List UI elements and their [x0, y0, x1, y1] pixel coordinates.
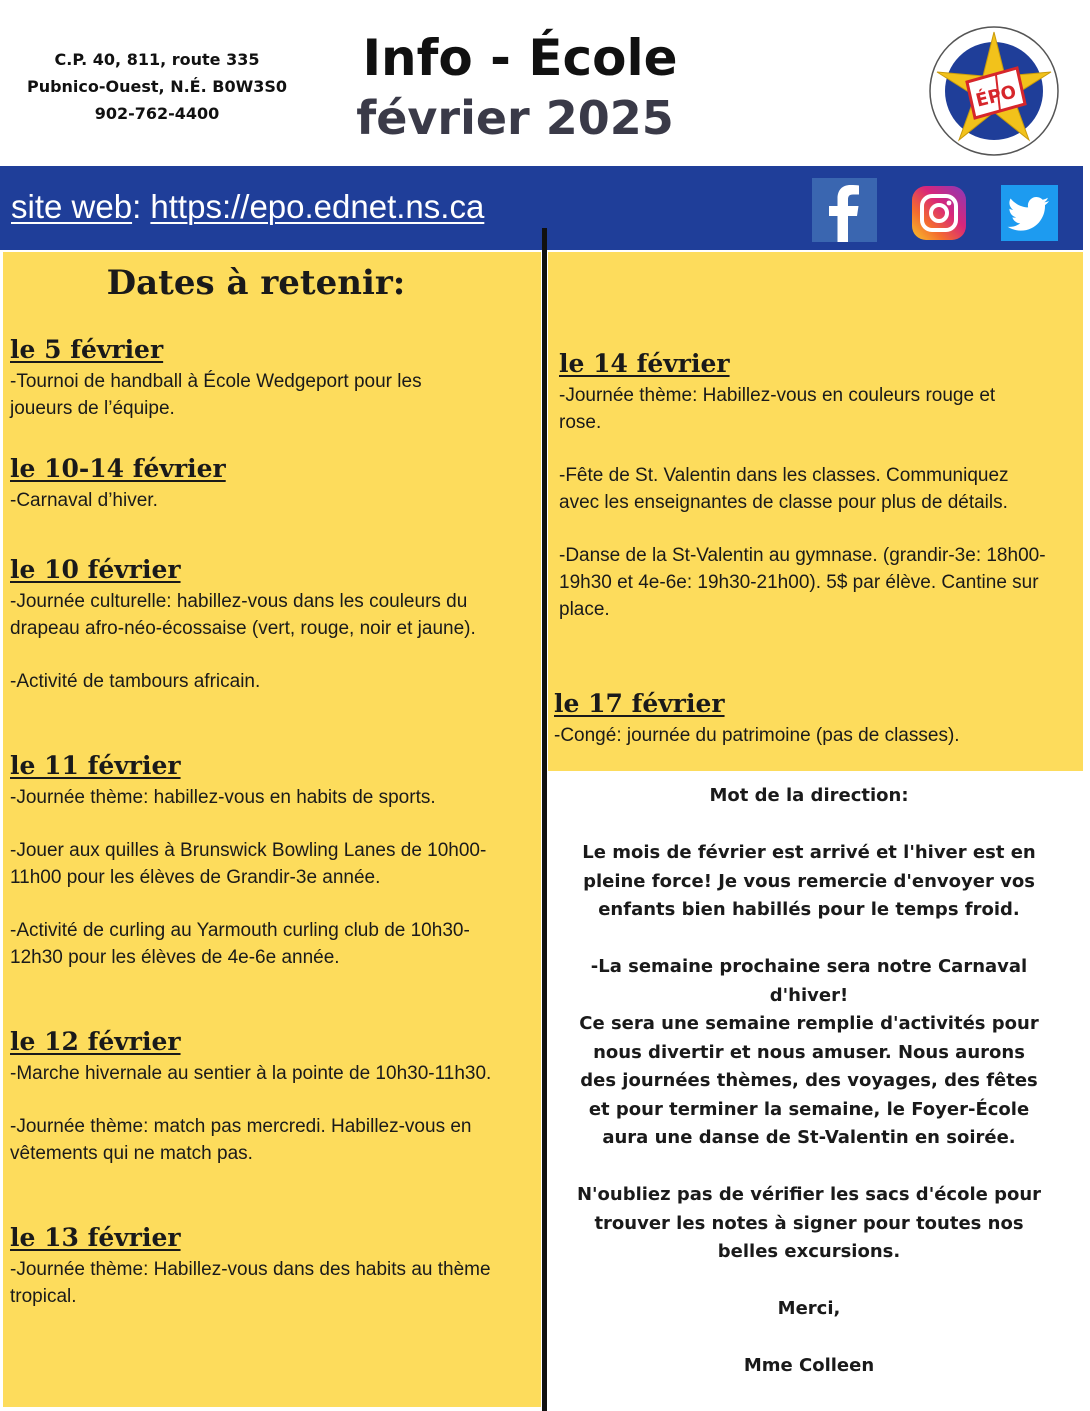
address-line: C.P. 40, 811, route 335 — [54, 50, 260, 69]
spacer — [566, 1267, 1052, 1296]
event-text: -Journée thème: Habillez-vous dans des habits au thème — [10, 1259, 491, 1280]
message-text: d'hiver! — [769, 984, 849, 1006]
event-text: joueurs de l’équipe. — [10, 398, 175, 419]
event-text: 19h30 et 4e-6e: 19h30-21h00). 5$ par élève. Cantine sur — [559, 572, 1039, 593]
event-text: -Marche hivernale au sentier à la pointe de 10h30-11h30. — [10, 1063, 492, 1084]
message-text: Ce sera une semaine remplie d'activités pour — [579, 1013, 1039, 1034]
spacer — [10, 1087, 540, 1113]
event-feb-10 — [10, 554, 540, 695]
event-feb-14 — [559, 348, 1079, 623]
message-text: -La semaine prochaine sera notre Carnaval — [590, 956, 1028, 977]
event-date: le 13 février — [10, 1223, 181, 1252]
spacer — [566, 1153, 1052, 1182]
message-text: pleine force! Je vous remercie d'envoyer vos — [583, 870, 1035, 892]
message-text: Le mois de février est arrivé et l'hiver est en — [582, 842, 1036, 863]
message-signature: Mme Colleen — [743, 1355, 875, 1376]
message-text: aura une danse de St-Valentin en soirée. — [602, 1127, 1016, 1148]
website-label: site web — [11, 188, 133, 225]
message-text: nous divertir et nous amuser. Nous aurons — [593, 1041, 1025, 1063]
website-separator: : — [132, 188, 142, 225]
column-divider — [542, 228, 547, 1411]
event-date: le 10-14 février — [10, 454, 226, 483]
spacer — [566, 925, 1052, 954]
school-logo — [925, 24, 1063, 158]
message-text: enfants bien habillés pour le temps froid. — [598, 899, 1020, 920]
director-message — [566, 782, 1052, 1381]
event-text: -Activité de tambours africain. — [10, 671, 261, 692]
spacer — [559, 516, 1079, 542]
spacer — [10, 811, 540, 837]
event-text: avec les enseignantes de classe pour plus de détails. — [559, 492, 1008, 513]
event-date: le 5 février — [10, 335, 164, 364]
event-text: -Journée culturelle: habillez-vous dans les couleurs du — [10, 591, 468, 612]
event-text: -Activité de curling au Yarmouth curling club de 10h30- — [10, 920, 470, 941]
event-text: 12h30 pour les élèves de 4e-6e année. — [10, 947, 340, 968]
website-link[interactable]: https://epo.ednet.ns.ca — [150, 188, 485, 225]
spacer — [10, 642, 540, 668]
event-text: vêtements qui ne match pas. — [10, 1143, 253, 1164]
message-text: et pour terminer la semaine, le Foyer-École — [588, 1098, 1030, 1120]
message-closing: Merci, — [777, 1298, 841, 1319]
event-date: le 11 février — [10, 751, 181, 780]
event-text: -Journée thème: Habillez-vous en couleurs rouge et — [559, 385, 996, 406]
newsletter-title: Info - École — [362, 29, 678, 87]
event-text: -Fête de St. Valentin dans les classes. Communiquez — [559, 465, 1009, 486]
event-feb-5 — [10, 334, 530, 422]
event-text: drapeau afro-néo-écossaise (vert, rouge, noir et jaune). — [10, 618, 476, 639]
twitter-icon[interactable] — [1001, 185, 1058, 241]
event-text: tropical. — [10, 1286, 77, 1307]
event-feb-10-14 — [10, 453, 530, 514]
event-date: le 12 février — [10, 1027, 181, 1056]
message-text: belles excursions. — [717, 1241, 901, 1262]
spacer — [566, 811, 1052, 840]
message-heading: Mot de la direction: — [709, 785, 909, 806]
event-text: -Danse de la St-Valentin au gymnase. (grandir-3e: 18h00- — [559, 545, 1046, 566]
event-feb-17 — [554, 688, 1079, 749]
event-text: place. — [559, 599, 610, 620]
message-text: N'oubliez pas de vérifier les sacs d'école pour — [576, 1184, 1042, 1205]
logo-text: ÉPO — [973, 81, 1019, 112]
event-feb-13 — [10, 1222, 540, 1310]
spacer — [10, 891, 540, 917]
spacer — [559, 436, 1079, 462]
event-text: -Tournoi de handball à École Wedgeport pour les — [10, 371, 422, 392]
event-date: le 14 février — [559, 349, 730, 378]
address-line: Pubnico-Ouest, N.É. B0W3S0 — [26, 77, 288, 96]
instagram-icon[interactable] — [912, 186, 966, 240]
event-text: 11h00 pour les élèves de Grandir-3e année. — [10, 867, 381, 888]
newsletter-month: février 2025 — [356, 91, 674, 145]
event-feb-11 — [10, 750, 540, 971]
spacer — [566, 1324, 1052, 1353]
event-text: -Carnaval d’hiver. — [10, 490, 158, 511]
website-line — [11, 187, 484, 227]
event-feb-12 — [10, 1026, 540, 1167]
school-address — [12, 46, 302, 127]
event-text: -Congé: journée du patrimoine (pas de classes). — [554, 725, 960, 746]
event-text: -Journée thème: habillez-vous en habits de sports. — [10, 787, 436, 808]
event-text: rose. — [559, 412, 602, 433]
facebook-icon[interactable] — [812, 178, 877, 242]
event-date: le 17 février — [554, 689, 725, 718]
dates-heading: Dates à retenir: — [106, 263, 406, 303]
event-date: le 10 février — [10, 555, 181, 584]
phone-number: 902-762-4400 — [94, 104, 220, 123]
message-text: trouver les notes à signer pour toutes nos — [594, 1212, 1024, 1234]
message-text: des journées thèmes, des voyages, des fêtes — [580, 1070, 1038, 1091]
event-text: -Jouer aux quilles à Brunswick Bowling Lanes de 10h00- — [10, 840, 487, 861]
event-text: -Journée thème: match pas mercredi. Habillez-vous en — [10, 1116, 472, 1137]
